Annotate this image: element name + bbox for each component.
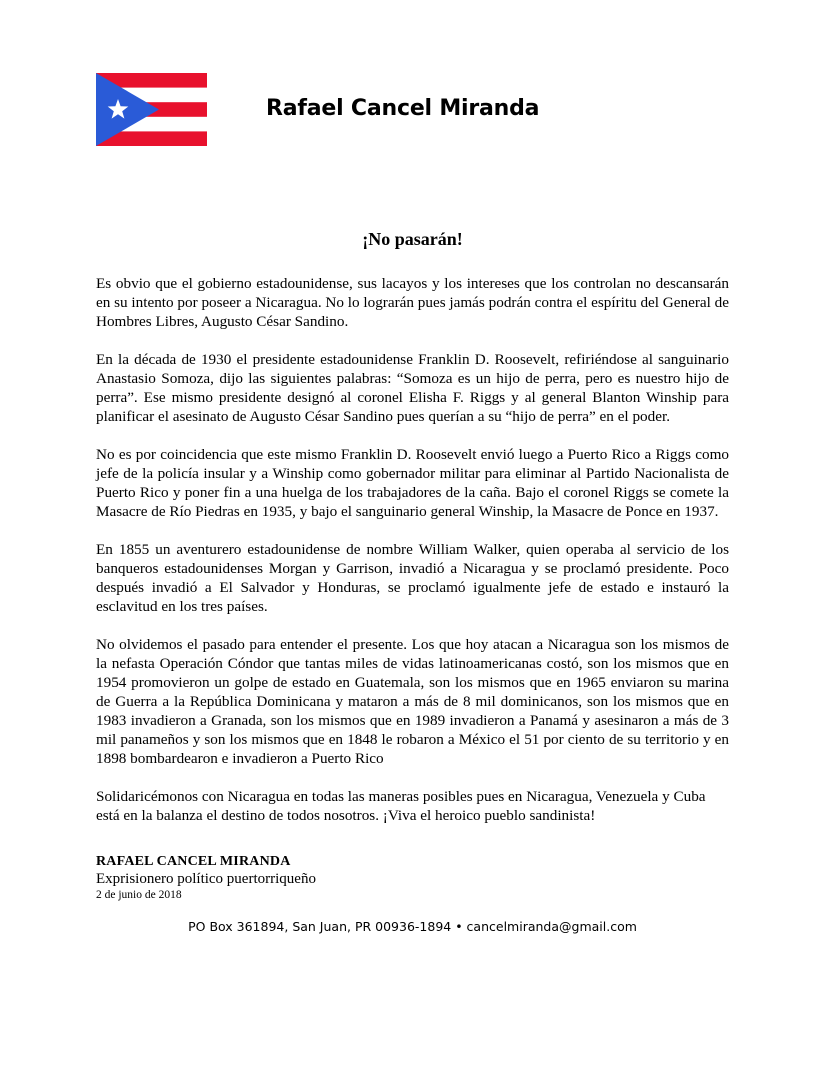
puerto-rico-flag-icon	[96, 73, 207, 146]
body-paragraph: En 1855 un aventurero estadounidense de nombre William Walker, quien operaba al servicio de los banqueros estadounidenses Morgan y Garrison, invadió a Nicaragua y se proclamó presidente. Poco después invadió a El Salvador y Honduras, se proclamó igualmente jefe de estado e instauró la esclavitud en los tres países.	[96, 541, 729, 615]
body-paragraph: No olvidemos el pasado para entender el presente. Los que hoy atacan a Nicaragua son los mismos de la nefasta Operación Cóndor que tantas miles de vidas latinoamericanas costó, son los mismos que en 1954 promovieron un golpe de estado en Guatemala, son los mismos que en 1965 enviaron su marina de Guerra a la República Dominicana y mataron a más de 8 mil dominicanos, son los mismos que en 1983 invadieron a Granada, son los mismos que en 1989 invadieron a Panamá y asesinaron a más de 3 mil panameños y son los mismos que en 1848 le robaron a México el 51 por ciento de su territorio y en 1898 bombardearon e invadieron a Puerto Rico	[96, 636, 729, 767]
body-paragraph: Es obvio que el gobierno estadounidense, sus lacayos y los intereses que los controlan no descansarán en su intento por poseer a Nicaragua. No lo lograrán pues jamás podrán contra el espíritu del General de Hombres Libres, Augusto César Sandino.	[96, 275, 730, 330]
document-title: ¡No pasarán!	[362, 229, 463, 249]
body-paragraph: En la década de 1930 el presidente estadounidense Franklin D. Roosevelt, refiriéndose al sanguinario Anastasio Somoza, dijo las siguientes palabras: “Somoza es un hijo de perra, pero es nuestro hijo de perra”. Ese mismo presidente designó al coronel Elisha F. Riggs y al general Blanton Winship para planificar el asesinato de Augusto César Sandino pues querían a su “hijo de perra” en el poder.	[96, 351, 729, 425]
letterhead-name: Rafael Cancel Miranda	[266, 96, 540, 121]
body-paragraph: Solidaricémonos con Nicaragua en todas las maneras posibles pues en Nicaragua, Venezuela y Cuba está en la balanza el destino de todos nosotros. ¡Viva el heroico pueblo sandinista!	[96, 788, 706, 824]
signature-name: RAFAEL CANCEL MIRANDA	[96, 854, 291, 869]
footer-contact: PO Box 361894, San Juan, PR 00936-1894 • cancelmiranda@gmail.com	[188, 919, 637, 934]
signature-role: Exprisionero político puertorriqueño	[96, 871, 316, 887]
signature-date: 2 de junio de 2018	[96, 889, 182, 901]
signature-block	[96, 853, 316, 902]
letter-body	[96, 274, 729, 844]
body-paragraph: No es por coincidencia que este mismo Franklin D. Roosevelt envió luego a Puerto Rico a Riggs como jefe de la policía insular y a Winship como gobernador militar para eliminar al Partido Nacionalista de Puerto Rico y poner fin a una huelga de los trabajadores de la caña. Bajo el coronel Riggs se comete la Masacre de Río Piedras en 1935, y bajo el sanguinario general Winship, la Masacre de Ponce en 1937.	[96, 446, 729, 520]
